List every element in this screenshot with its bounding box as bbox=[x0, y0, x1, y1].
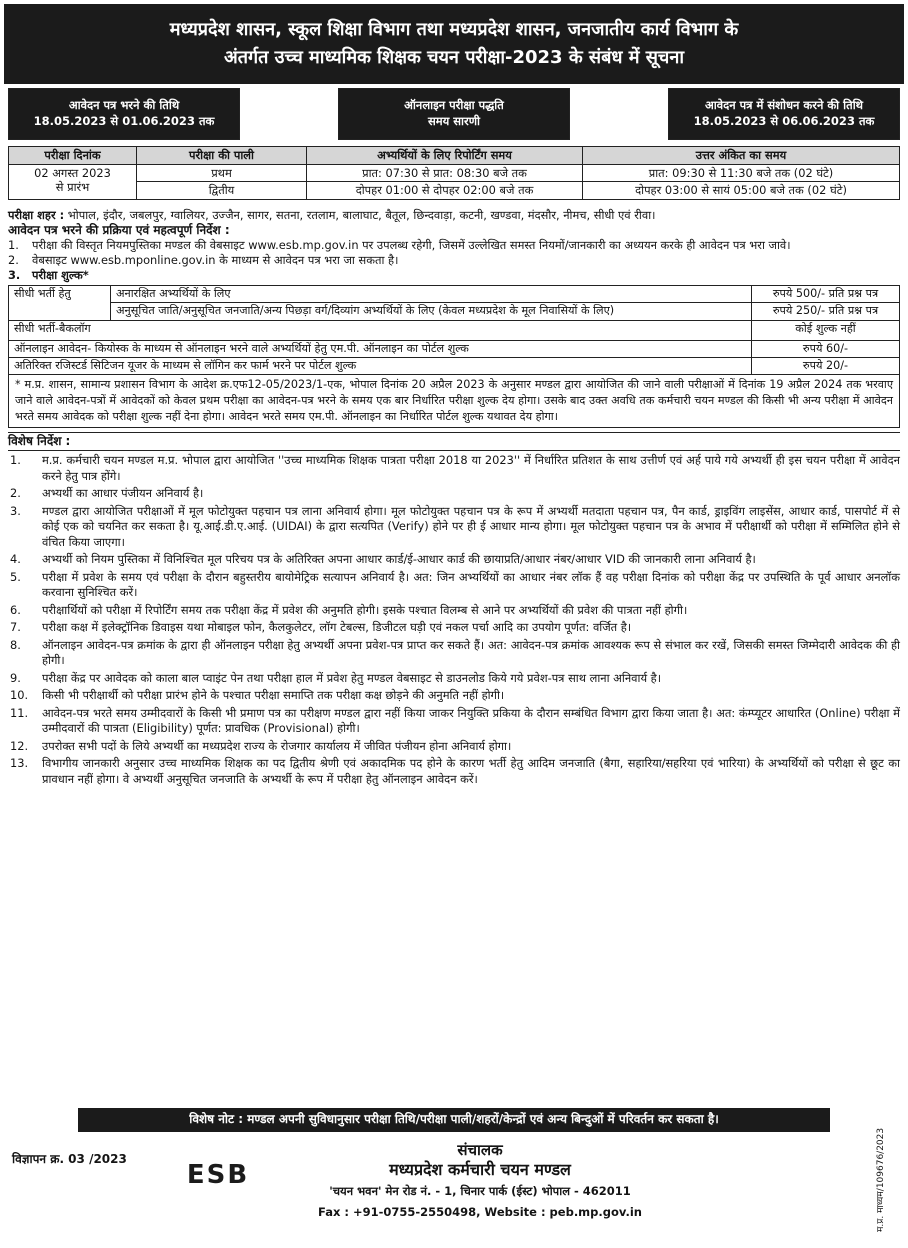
fee-row bbox=[9, 303, 900, 320]
answer-time-cell: दोपहर 03:00 से सायं 05:00 बजे तक (02 घंटे) bbox=[583, 182, 900, 200]
kiosk-fee-amount: रुपये 60/- bbox=[752, 340, 900, 357]
footer-address: 'चयन भवन' मेन रोड नं. - 1, चिनार पार्क (ईस्ट) भोपाल - 462011 bbox=[329, 1184, 631, 1199]
instruction-number: 1. bbox=[10, 453, 21, 468]
instruction-number: 11. bbox=[10, 705, 29, 720]
fee-amount: रुपये 500/- प्रति प्रश्न पत्र bbox=[752, 285, 900, 302]
instruction-text: मण्डल द्वारा आयोजित परीक्षाओं में मूल फोटोयुक्त पहचान पत्र लाना अनिवार्य होगा। मूल फोटोयुक्त पहचान पत्र के रूप में अभ्यर्थी मतदाता पहचान पत्र, पैन कार्ड, ड्राइविंग लाइसेंस, आधार कार्ड, पासपोर्ट में से कोई एक को चयनित कर सकता है। यू.आई.डी.ए.आई. (UIDAI) के द्वारा सत्यपित (Verify) होने पर ही ई आधार मान्य होगा। मूल फोटोयुक्त पहचान पत्र के अभाव में परीक्षार्थी को परीक्षा में सम्मिलित होने से वंचित किया जाएगा। bbox=[42, 503, 900, 549]
instruction-text: अभ्यर्थी को नियम पुस्तिका में विनिश्चित मूल परिचय पत्र के अतिरिक्त अपना आधार कार्ड/ई-आधार कार्ड की छायाप्रति/आधार नंबर/आधार VID की जानकारी लाना अनिवार्य है। bbox=[42, 552, 756, 567]
special-instructions-title: विशेष निर्देश : bbox=[8, 432, 900, 451]
instruction-number: 5. bbox=[10, 569, 21, 584]
instruction-number: 7. bbox=[10, 620, 21, 635]
instruction-number: 4. bbox=[10, 552, 21, 567]
instruction-number: 2. bbox=[10, 486, 21, 501]
fee-note: * म.प्र. शासन, सामान्य प्रशासन विभाग के आदेश क्र.एफ12-05/2023/1-एक, भोपाल दिनांक 20 अप्रैल 2023 के अनुसार मण्डल द्वारा आयोजित की जाने वाली परीक्षाओं में दिनांक 19 अप्रैल 2024 तक भरवाए जाने वाले आवेदन-पत्रों में आवेदकों को केवल प्रथम परीक्षा का आवेदन-पत्र भरने के समय एक बार निर्धारित परीक्षा शुल्क देय होगा। उसके बाद उक्त अवधि तक कर्मचारी चयन मण्डल की किसी भी अन्य परीक्षा में आवेदन भरते समय आवेदक को परीक्षा शुल्क नहीं देना होगा। आवेदन भरते समय एम.पी. ऑनलाइन का निर्धारित पोर्टल शुल्क यथावत देय होगा। bbox=[8, 375, 900, 428]
instruction-text: आवेदन-पत्र भरते समय उम्मीदवारों के किसी भी प्रमाण पत्र का परीक्षण मण्डल द्वारा नहीं किया जाकर नियुक्ति प्रकिया के दौरान सम्बंधित विभाग द्वारा किया जाता है। अत: कंम्प्यूटर आधारित (Online) परीक्षा में उम्मीदवारों की पात्रता (Eligibility) पूर्णत: प्रावधिक (Provisional) होगी। bbox=[42, 705, 900, 736]
instruction-text: उपरोक्त सभी पदों के लिये अभ्यर्थी का मध्यप्रदेश राज्य के रोजगार कार्यालय में जीवित पंजीयन होना अनिवार्य होगा। bbox=[42, 738, 512, 753]
instruction-text: परीक्षा कक्ष में इलेक्ट्रॉनिक डिवाइस यथा मोबाइल फोन, कैलकुलेटर, लॉग टेबल्स, डिजीटल घड़ी एवं नकल पर्चा आदि का उपयोग पूर्णत: वर्जित है। bbox=[42, 620, 632, 635]
footer-contact: Fax : +91-0755-2550498, Website : peb.mp.gov.in bbox=[318, 1204, 642, 1219]
fee-row bbox=[9, 357, 900, 374]
online-schedule-box bbox=[338, 88, 570, 140]
instruction-text: परीक्षा में प्रवेश के समय एवं परीक्षा के दौरान बहुस्तरीय बायोमेट्रिक सत्यापन अनिवार्य है। अत: जिन अभ्यर्थियों का आधार नंबर लॉक हैं वह परीक्षा दिनांक को परीक्षा केंद्र पर उपस्थिति के पूर्व आधार अनलॉक करवाना सुनिश्चित करें। bbox=[42, 569, 900, 600]
title-line-1: मध्यप्रदेश शासन, स्कूल शिक्षा विभाग तथा मध्यप्रदेश शासन, जनजातीय कार्य विभाग के bbox=[169, 19, 739, 41]
instruction-text: अभ्यर्थी का आधार पंजीयन अनिवार्य है। bbox=[42, 486, 204, 501]
side-code: म.प्र. माध्यम/109676/2023 bbox=[876, 1127, 886, 1232]
instruction-item bbox=[8, 453, 900, 484]
process-item-number: 1. bbox=[8, 238, 19, 253]
instruction-item bbox=[8, 706, 900, 737]
schedule-header: अभ्यर्थियों के लिए रिपोर्टिंग समय bbox=[307, 147, 583, 165]
apply-date-title: आवेदन पत्र भरने की तिथि bbox=[68, 98, 180, 113]
exam-city-list: भोपाल, इंदौर, जबलपुर, ग्वालियर, उज्जैन, सागर, सतना, रतलाम, बालाघाट, बैतूल, छिन्दवाड़ा, कटनी, खण्डवा, मंदसौर, नीमच, सीधी एवं रीवा। bbox=[67, 208, 656, 222]
shift-cell: प्रथम bbox=[137, 164, 307, 182]
schedule-header: परीक्षा की पाली bbox=[137, 147, 307, 165]
schedule-table bbox=[8, 146, 900, 200]
instruction-number: 6. bbox=[10, 602, 21, 617]
fee-title-text: परीक्षा शुल्क* bbox=[32, 268, 89, 283]
instruction-number: 13. bbox=[10, 756, 29, 771]
footer-block bbox=[270, 1140, 690, 1221]
fee-desc: अनारक्षित अभ्यर्थियों के लिए bbox=[111, 285, 752, 302]
exam-date-cell bbox=[9, 164, 137, 199]
instruction-item bbox=[8, 756, 900, 787]
fee-desc: अनुसूचित जाति/अनुसूचित जनजाति/अन्य पिछड़ा वर्ग/दिव्यांग अभ्यर्थियों के लिए (केवल मध्यप्रदेश के मूल निवासियों के लिए) bbox=[111, 303, 752, 320]
special-instructions-list bbox=[8, 453, 900, 787]
instruction-item bbox=[8, 603, 900, 619]
schedule-header: उत्तर अंकित का समय bbox=[583, 147, 900, 165]
instruction-text: परीक्षा केंद्र पर आवेदक को काला बाल प्वाइंट पेन तथा परीक्षा हाल में प्रवेश हेतु मण्डल वेबसाइट से डाउनलोड किये गये प्रवेश-पत्र साथ लाना अनिवार्य है। bbox=[42, 670, 662, 685]
instruction-number: 8. bbox=[10, 637, 21, 652]
instruction-number: 9. bbox=[10, 670, 21, 685]
title-banner bbox=[4, 4, 904, 84]
fee-table bbox=[8, 285, 900, 375]
main-content bbox=[8, 208, 900, 789]
process-item-number: 2. bbox=[8, 253, 19, 268]
instruction-item bbox=[8, 504, 900, 551]
special-note-banner: विशेष नोट : मण्डल अपनी सुविधानुसार परीक्षा तिथि/परीक्षा पाली/शहरों/केन्द्रों एवं अन्य बिन्दुओं में परिवर्तन कर सकता है। bbox=[78, 1108, 830, 1132]
title-line-2: अंतर्गत उच्च माध्यमिक शिक्षक चयन परीक्षा-2023 के संबंध में सूचना bbox=[224, 47, 684, 68]
schedule-row bbox=[9, 182, 900, 200]
instruction-item bbox=[8, 620, 900, 636]
backlog-amount: कोई शुल्क नहीं bbox=[752, 320, 900, 340]
schedule-row bbox=[9, 164, 900, 182]
exam-city-line bbox=[8, 208, 900, 223]
fee-row bbox=[9, 320, 900, 340]
correction-date-box bbox=[668, 88, 900, 140]
esb-logo-text: ESB bbox=[186, 1160, 250, 1188]
citizen-fee-amount: रुपये 20/- bbox=[752, 357, 900, 374]
instruction-item bbox=[8, 688, 900, 704]
reporting-cell: दोपहर 01:00 से दोपहर 02:00 बजे तक bbox=[307, 182, 583, 200]
exam-city-label: परीक्षा शहर : bbox=[8, 208, 65, 222]
instruction-item bbox=[8, 638, 900, 669]
citizen-fee-label: अतिरिक्त रजिस्टर्ड सिटिजन यूजर के माध्यम से लॉगिन कर फार्म भरने पर पोर्टल शुल्क bbox=[9, 357, 752, 374]
fee-title bbox=[8, 268, 900, 283]
correction-date-range: 18.05.2023 से 06.06.2023 तक bbox=[693, 114, 875, 128]
fee-row bbox=[9, 340, 900, 357]
fee-amount: रुपये 250/- प्रति प्रश्न पत्र bbox=[752, 303, 900, 320]
instruction-text: म.प्र. कर्मचारी चयन मण्डल म.प्र. भोपाल द्वारा आयोजित ''उच्च माध्यमिक शिक्षक पात्रता परीक्षा 2018 या 2023'' में निर्धारित प्रतिशत के साथ उत्तीर्ण एवं अर्ह पाये गये अभ्यर्थी ही इस चयन परीक्षा में आवेदन करने हेतु पात्र होंगे। bbox=[42, 453, 900, 483]
dates-row bbox=[8, 88, 900, 144]
instruction-number: 10. bbox=[10, 688, 29, 703]
instruction-number: 3. bbox=[10, 503, 21, 518]
instruction-text: किसी भी परीक्षार्थी को परीक्षा प्रारंभ होने के पश्चात परीक्षा समाप्ति तक परीक्षा कक्ष छोड़ने की अनुमति नहीं होगी। bbox=[42, 688, 505, 703]
exam-date-start: से प्रारंभ bbox=[55, 180, 90, 195]
process-item-text: वेबसाइट www.esb.mponline.gov.in के माध्यम से आवेदन पत्र भरा जा सकता है। bbox=[32, 253, 399, 268]
schedule-header: परीक्षा दिनांक bbox=[9, 147, 137, 165]
answer-time-cell: प्रात: 09:30 से 11:30 बजे तक (02 घंटे) bbox=[583, 164, 900, 182]
footer-organization: मध्यप्रदेश कर्मचारी चयन मण्डल bbox=[389, 1160, 571, 1180]
footer-director: संचालक bbox=[457, 1141, 503, 1159]
instruction-text: विभागीय जानकारी अनुसार उच्च माध्यमिक शिक्षक का पद द्वितीय श्रेणी एवं अकादमिक पद होने के कारण भर्ती हेतु आदिम जनजाति (बैगा, सहारिया/सहरिया एवं भारिया) के अभ्यर्थियों को परीक्षा से छूट का प्रावधान नहीं होगा। वे अभ्यर्थी अनुसूचित जनजाति के अभ्यर्थी के रूप में परीक्षा हेतु ऑनलाइन आवेदन करें। bbox=[42, 756, 900, 786]
instruction-item bbox=[8, 570, 900, 601]
online-schedule-title: ऑनलाइन परीक्षा पद्धति bbox=[404, 98, 504, 113]
reporting-cell: प्रात: 07:30 से प्रात: 08:30 बजे तक bbox=[307, 164, 583, 182]
online-schedule-sub: समय सारणी bbox=[427, 114, 481, 128]
instruction-number: 12. bbox=[10, 738, 29, 753]
exam-date: 02 अगस्त 2023 bbox=[34, 165, 111, 180]
process-item bbox=[8, 238, 900, 253]
process-item bbox=[8, 253, 900, 268]
instruction-text: परीक्षार्थियों को परीक्षा में रिपोर्टिंग समय तक परीक्षा केंद्र में प्रवेश की अनुमति होगी। इसके पश्चात विलम्ब से आने पर अभ्यर्थियों की प्रवेश की पात्रता नहीं होगी। bbox=[42, 602, 688, 617]
apply-date-box bbox=[8, 88, 240, 140]
kiosk-fee-label: ऑनलाइन आवेदन- कियोस्क के माध्यम से ऑनलाइन भरने वाले अभ्यर्थियों हेतु एम.पी. ऑनलाइन का पोर्टल शुल्क bbox=[9, 340, 752, 357]
instruction-item bbox=[8, 739, 900, 755]
schedule-header-row bbox=[9, 147, 900, 165]
esb-logo bbox=[180, 1158, 256, 1188]
backlog-label: सीधी भर्ती-बैकलॉग bbox=[9, 320, 752, 340]
instruction-text: ऑनलाइन आवेदन-पत्र क्रमांक के द्वारा ही ऑनलाइन परीक्षा हेतु अभ्यर्थी अपना प्रवेश-पत्र प्राप्त कर सकते हैं। अत: आवेदन-पत्र क्रमांक आवश्यक रूप से संभाल कर रखें, जिसकी समस्त जिम्मेदारी आवेदक की ही होगी। bbox=[42, 637, 900, 668]
instruction-item bbox=[8, 552, 900, 568]
correction-date-title: आवेदन पत्र में संशोधन करने की तिथि bbox=[704, 98, 864, 113]
fee-row bbox=[9, 285, 900, 302]
fee-title-number: 3. bbox=[8, 268, 21, 283]
instruction-item bbox=[8, 671, 900, 687]
advertisement-number: विज्ञापन क्र. 03 /2023 bbox=[12, 1152, 127, 1166]
process-title: आवेदन पत्र भरने की प्रक्रिया एवं महत्वपूर्ण निर्देश : bbox=[8, 222, 230, 237]
shift-cell: द्वितीय bbox=[137, 182, 307, 200]
instruction-item bbox=[8, 486, 900, 502]
process-item-text: परीक्षा की विस्तृत नियमपुस्तिका मण्डल की वेबसाइट www.esb.mp.gov.in पर उपलब्ध रहेगी, जिसमें उल्लेखित समस्त नियमों/जानकारी का अध्ययन करके ही आवेदन पत्र भरा जावे। bbox=[32, 238, 791, 253]
direct-recruitment-label: सीधी भर्ती हेतु bbox=[9, 285, 111, 320]
apply-date-range: 18.05.2023 से 01.06.2023 तक bbox=[33, 114, 215, 128]
